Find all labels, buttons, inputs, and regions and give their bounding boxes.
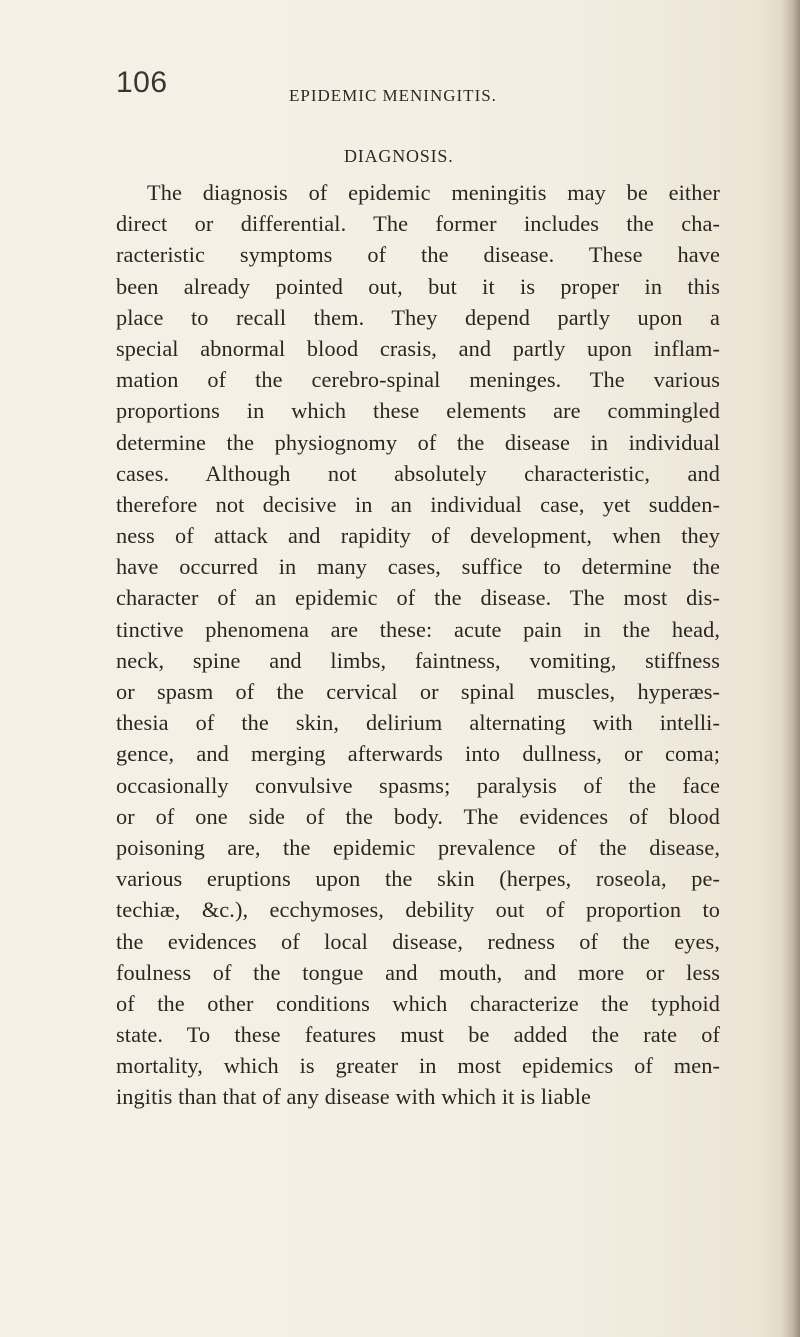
text-line: place to recall them. They depend partly upon a — [116, 304, 720, 330]
page-edge-shadow — [782, 0, 800, 1337]
text-line: special abnormal blood crasis, and partly upon inflam- — [116, 335, 720, 361]
text-line: cases. Although not absolutely characteristic, and — [116, 460, 720, 486]
text-line: been already pointed out, but it is proper in this — [116, 273, 720, 299]
text-line: occasionally convulsive spasms; paralysis of the face — [116, 772, 720, 798]
text-line: character of an epidemic of the disease. The most dis- — [116, 585, 720, 611]
text-line: the evidences of local disease, redness of the eyes, — [116, 928, 720, 954]
text-line: mortality, which is greater in most epidemics of men- — [116, 1053, 720, 1079]
text-line: poisoning are, the epidemic prevalence of the disease, — [116, 834, 720, 860]
text-line: therefore not decisive in an individual case, yet sudden- — [116, 491, 720, 517]
text-line: The diagnosis of epidemic meningitis may be either — [147, 180, 720, 205]
text-line: techiæ, &c.), ecchymoses, debility out of proportion to — [116, 897, 720, 923]
text-line: or spasm of the cervical or spinal muscles, hyperæs- — [116, 679, 720, 704]
body-paragraph — [116, 177, 720, 1113]
page-number: 106 — [116, 66, 168, 99]
text-line: ingitis than that of any disease with which it is liable — [116, 1084, 591, 1110]
text-line: foulness of the tongue and mouth, and more or less — [116, 959, 720, 985]
text-line: state. To these features must be added the rate of — [116, 1022, 720, 1048]
running-head: EPIDEMIC MENINGITIS. — [289, 86, 497, 105]
text-line: have occurred in many cases, suffice to determine the — [116, 554, 720, 580]
text-line: racteristic symptoms of the disease. These have — [116, 242, 720, 268]
text-line: determine the physiognomy of the disease in individual — [116, 429, 720, 455]
text-line: proportions in which these elements are commingled — [116, 398, 720, 424]
text-line: or of one side of the body. The evidences of blood — [116, 803, 720, 829]
text-line: thesia of the skin, delirium alternating with intelli- — [116, 710, 720, 736]
text-line: mation of the cerebro-spinal meninges. The various — [116, 367, 720, 393]
text-line: gence, and merging afterwards into dullness, or coma; — [116, 741, 720, 767]
text-line: of the other conditions which characterize the typhoid — [116, 990, 720, 1016]
text-line: neck, spine and limbs, faintness, vomiting, stiffness — [116, 647, 720, 673]
text-line: ness of attack and rapidity of development, when they — [116, 523, 720, 549]
text-line: tinctive phenomena are these: acute pain in the head, — [116, 616, 720, 642]
section-title: DIAGNOSIS. — [344, 146, 454, 166]
text-line: various eruptions upon the skin (herpes, roseola, pe- — [116, 866, 720, 892]
text-line: direct or differential. The former includes the cha- — [116, 211, 720, 237]
